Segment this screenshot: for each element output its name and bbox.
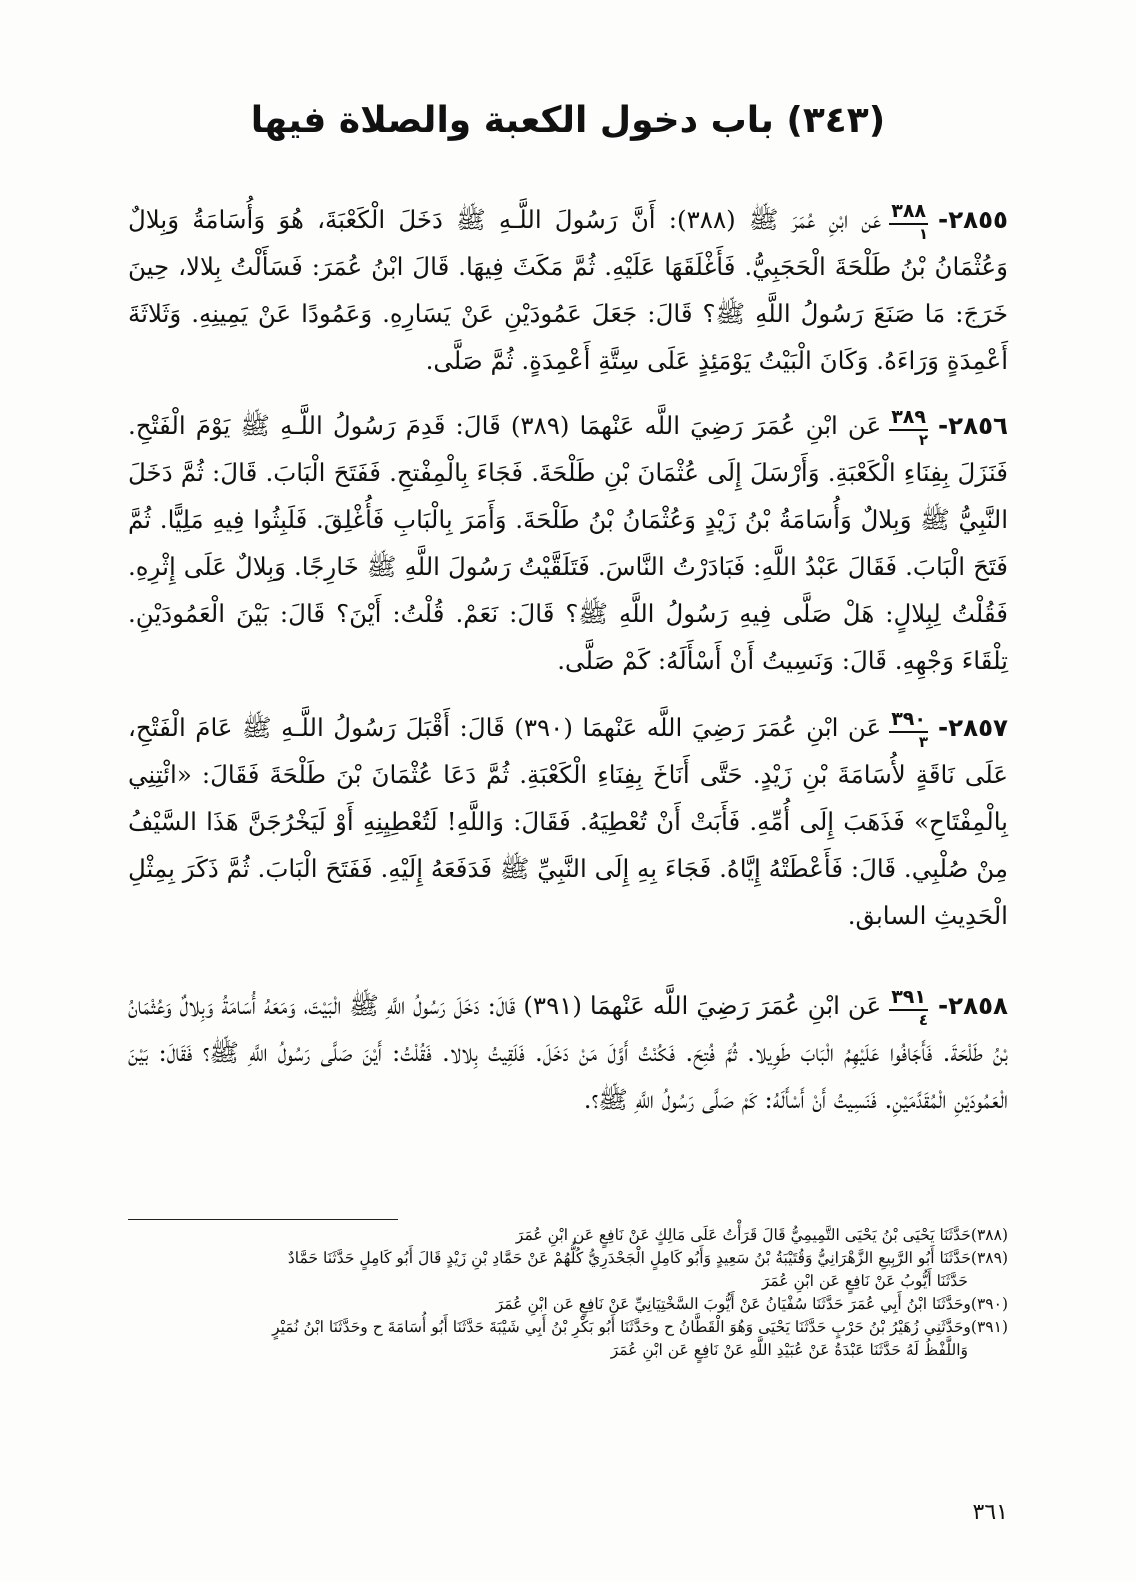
page-number: ٣٦١ xyxy=(972,1500,1008,1525)
hadith-sub-number: $\frac{٣٨٨}{١}$ xyxy=(891,199,929,243)
hadith-number: ٢٨٥٦- xyxy=(938,411,1008,440)
footnote: (٣٨٩)حَدَّثَنَا أَبُو الرَّبِيعِ الزَّهْرَانِيُّ وَقُتَيْبَةُ بْنُ سَعِيدٍ وَأَبُو كَامِلٍ الْجَحْدَرِيُّ كُلُّهُمْ عَنْ حَمَّادِ بْنِ زَيْدٍ قَالَ أَبُو كَامِلٍ حَدَّثَنَا حَمَّادٌ xyxy=(287,1249,1008,1267)
footnote-continuation: حَدَّثَنَا أَيُّوبُ عَنْ نَافِعٍ عَن ابْنِ عُمَرَ xyxy=(761,1272,968,1290)
footnote-continuation: وَاللَّفْظُ لَهُ حَدَّثَنَا عَبْدَةُ عَنْ عُبَيْدِ اللَّهِ عَنْ نَافِعٍ عَن ابْنِ عُمَرَ xyxy=(610,1341,968,1359)
hadith-text: عَن ابْنِ عُمَرَ رَضِيَ اللَّه عَنْهمَا (٣٩١) قَالَ: دَخَلَ رَسُولُ اللَّهِ ﷺ الْبَيْتَ، وَمَعَهُ أُسَامَةُ وَبِلالٌ وَعُثْمَانُ بْنُ طَلْحَةَ. فَأَجَافُوا عَلَيْهِمُ الْبَابَ طَوِيلا. ثُمَّ فُتِحَ. فَكُنْتُ أَوَّلَ مَنْ دَخَلَ. فَلَقِيتُ بِلالا. فَقُلْتُ: أَيْنَ صَلَّى رَسُولُ اللَّهِ ﷺ؟ فَقَالَ: بَيْنَ الْعَمُودَيْنِ الْمُقَدَّمَيْنِ. فَنَسِيتُ أَنْ أَسْأَلَهُ: كَمْ صَلَّى رَسُولُ اللَّهِ ﷺ؟. xyxy=(128,991,1008,1114)
hadith-paragraph xyxy=(128,982,1008,1123)
hadith-text: عَن ابْنِ عُمَرَ ﷺ (٣٨٨): أَنَّ رَسُولَ اللَّـهِ ﷺ دَخَلَ الْكَعْبَةَ، هُوَ وَأُسَامَةُ وَبِلالٌ وَعُثْمَانُ بْنُ طَلْحَةَ الْحَجَبِيُّ. فَأَغْلَقَهَا عَلَيْهِ. ثُمَّ مَكَثَ فِيهَا. قَالَ ابْنُ عُمَرَ: فَسَأَلْتُ بِلالا، حِينَ خَرَجَ: مَا صَنَعَ رَسُولُ اللَّهِ ﷺ؟ قَالَ: جَعَلَ عَمُودَيْنِ عَنْ يَسَارِهِ. وَعَمُودًا عَنْ يَمِينِهِ. وَثَلاثَةَ أَعْمِدَةٍ وَرَاءَهُ. وَكَانَ الْبَيْتُ يَوْمَئِذٍ عَلَى سِتَّةِ أَعْمِدَةٍ. ثُمَّ صَلَّى. xyxy=(128,205,1008,375)
hadith-text: عَن ابْنِ عُمَرَ رَضِيَ اللَّه عَنْهمَا (٣٩٠) قَالَ: أَقْبَلَ رَسُولُ اللَّـهِ ﷺ عَامَ الْفَتْحِ، عَلَى نَاقَةٍ لأُسَامَةَ بْنِ زَيْدٍ. حَتَّى أَنَاخَ بِفِنَاءِ الْكَعْبَةِ. ثُمَّ دَعَا عُثْمَانَ بْنَ طَلْحَةَ فَقَالَ: «ائْتِنِي بِالْمِفْتَاحِ» فَذَهَبَ إِلَى أُمِّهِ. فَأَبَتْ أَنْ تُعْطِيَهُ. فَقَالَ: وَاللَّهِ! لَتُعْطِيِنِهِ أَوْ لَيَخْرُجَنَّ هَذَا السَّيْفُ مِنْ صُلْبِي. قَالَ: فَأَعْطَتْهُ إِيَّاهُ. فَجَاءَ بِهِ إِلَى النَّبِيِّ ﷺ فَدَفَعَهُ إِلَيْهِ. فَفَتَحَ الْبَابَ. ثُمَّ ذَكَرَ بِمِثْلِ الْحَدِيثِ السابق. xyxy=(128,713,1008,930)
footnotes xyxy=(128,1224,1008,1362)
hadith-number: ٢٨٥٧- xyxy=(938,713,1008,742)
hadith-sub-number: $\frac{٣٩١}{٤}$ xyxy=(891,985,928,1029)
hadith-paragraph xyxy=(128,704,1008,939)
footnote: (٣٨٨)حَدَّثَنَا يَحْيَى بْنُ يَحْيَى التَّمِيمِيُّ قَالَ قَرَأْتُ عَلَى مَالِكٍ عَنْ نَافِعٍ عَن ابْنِ عُمَرَ xyxy=(515,1226,1008,1244)
hadith-text: عَن ابْنِ عُمَرَ رَضِيَ اللَّه عَنْهمَا (٣٨٩) قَالَ: قَدِمَ رَسُولُ اللَّـهِ ﷺ يَوْمَ الْفَتْحِ. فَنَزَلَ بِفِنَاءِ الْكَعْبَةِ. وَأَرْسَلَ إِلَى عُثْمَانَ بْنِ طَلْحَةَ. فَجَاءَ بِالْمِفْتحِ. فَفَتَحَ الْبَابَ. قَالَ: ثُمَّ دَخَلَ النَّبِيُّ ﷺ وَبِلالٌ وَأُسَامَةُ بْنُ زَيْدٍ وَعُثْمَانُ بْنُ طَلْحَةَ. وَأَمَرَ بِالْبَابِ فَأُغْلِقَ. فَلَبِثُوا فِيهِ مَلِيًّا. ثُمَّ فَتَحَ الْبَابَ. فَقَالَ عَبْدُ اللَّهِ: فَبَادَرْتُ النَّاسَ. فَتَلَقَّيْتُ رَسُولَ اللَّهِ ﷺ خَارِجًا. وَبِلالٌ عَلَى إِثْرِهِ. فَقُلْتُ لِبِلالٍ: هَلْ صَلَّى فِيهِ رَسُولُ اللَّهِ ﷺ؟ قَالَ: نَعَمْ. قُلْتُ: أَيْنَ؟ قَالَ: بَيْنَ الْعَمُودَيْنِ. تِلْقَاءَ وَجْهِهِ. قَالَ: وَنَسِيتُ أَنْ أَسْأَلَهُ: كَمْ صَلَّى. xyxy=(128,411,1008,675)
hadith-paragraph xyxy=(128,402,1008,684)
footnote: (٣٩١)وحَدَّثَنِي زُهَيْرُ بْنُ حَرْبٍ حَدَّثَنَا يَحْيَى وَهُوَ الْقَطَّانُ ح وحَدَّثَنَا أَبُو بَكْرِ بْنُ أَبِي شَيْبَةَ حَدَّثَنَا أَبُو أُسَامَةَ ح وحَدَّثَنَا ابْنُ نُمَيْرٍ xyxy=(272,1318,1008,1336)
hadith-sub-number: $\frac{٣٨٩}{٢}$ xyxy=(891,405,928,449)
chapter-title: (٣٤٣) باب دخول الكعبة والصلاة فيها xyxy=(250,100,886,141)
hadith-paragraph xyxy=(128,196,1008,384)
hadith-sub-number: $\frac{٣٩٠}{٣}$ xyxy=(891,707,928,751)
footnote: (٣٩٠)وحَدَّثَنَا ابْنُ أَبِي عُمَرَ حَدَّثَنَا سُفْيَانُ عَنْ أَيُّوبَ السَّخْتِيَانِيِّ عَنْ نَافِعٍ عَن ابْنِ عُمَرَ xyxy=(495,1295,1008,1313)
hadith-number: ٢٨٥٨- xyxy=(938,991,1008,1020)
hadith-number: ٢٨٥٥- xyxy=(938,205,1009,234)
footnote-divider xyxy=(128,1219,398,1220)
